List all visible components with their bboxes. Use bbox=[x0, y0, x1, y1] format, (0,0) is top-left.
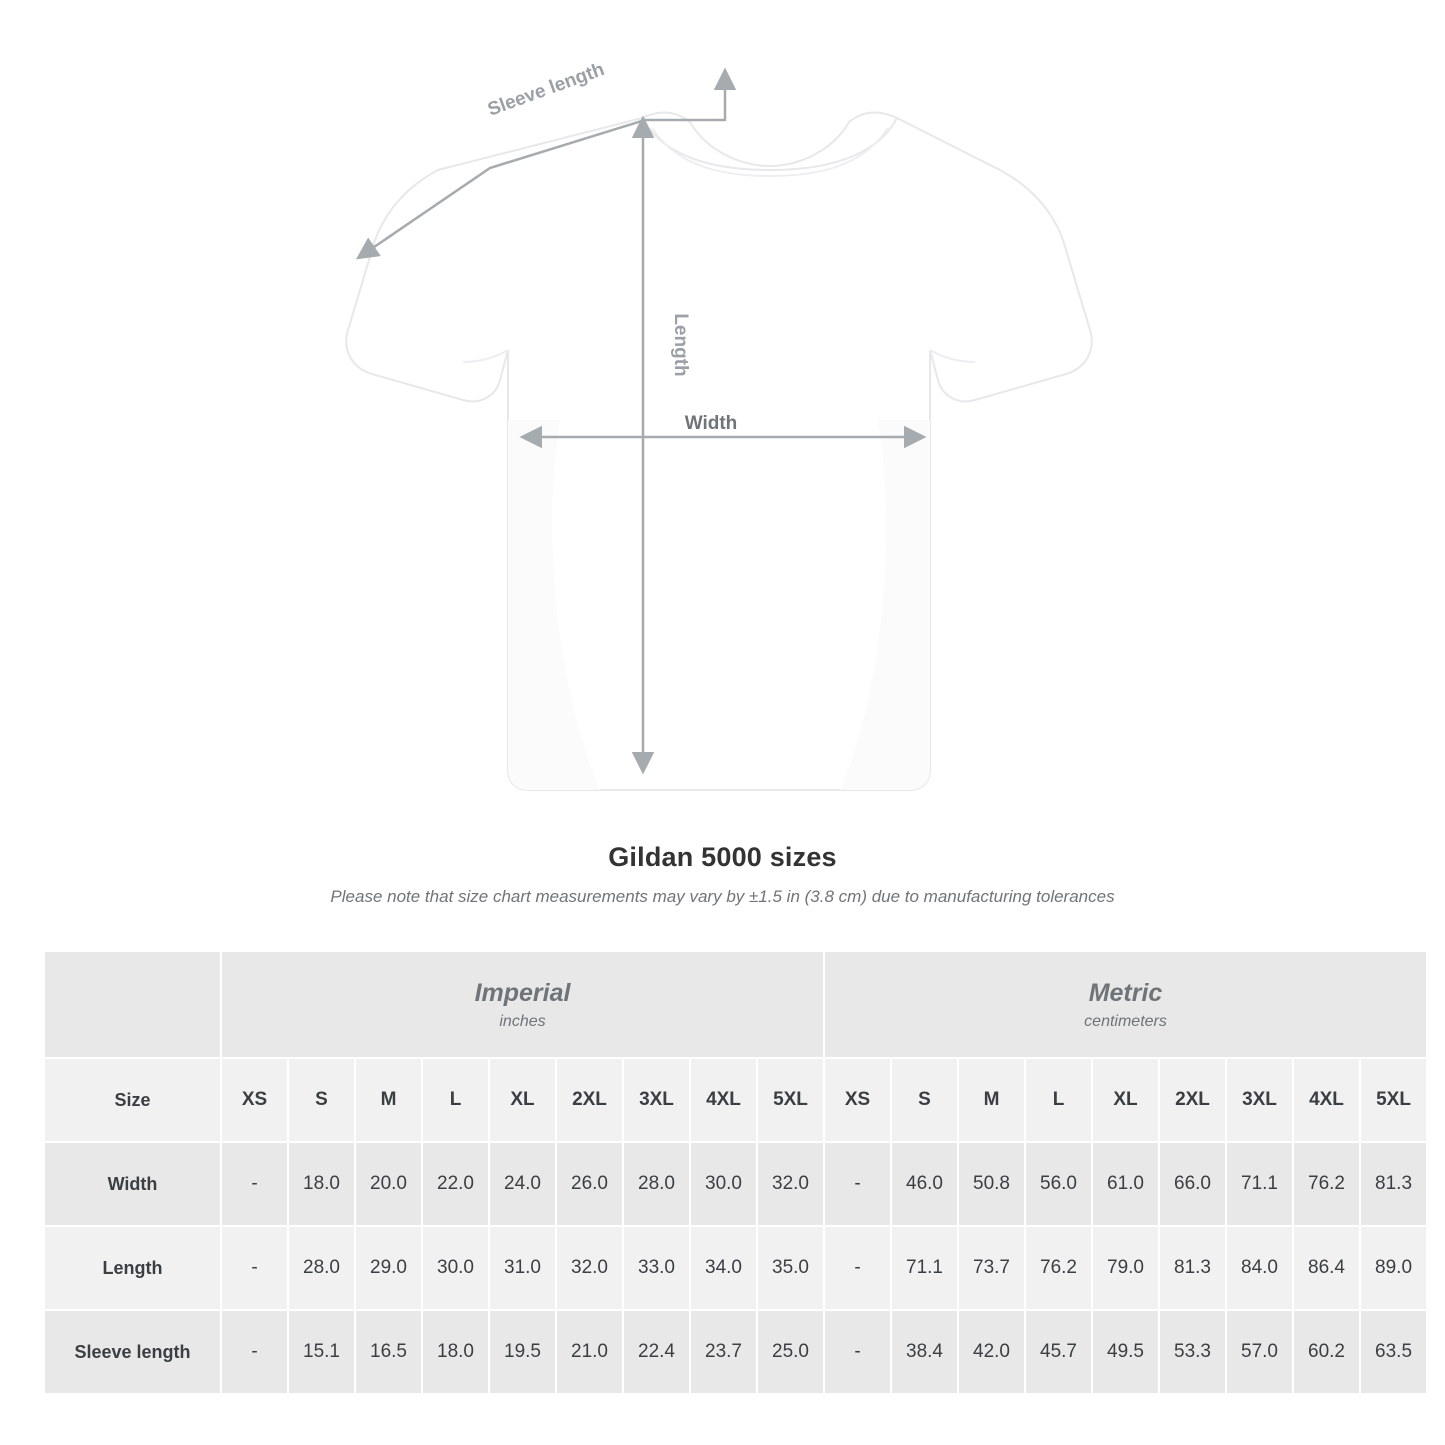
table-row bbox=[44, 1142, 1427, 1226]
row-header-size: Size bbox=[44, 1058, 221, 1142]
cell-width-metric-xl: 61.0 bbox=[1092, 1142, 1159, 1226]
cell-sleeve-metric-xs: - bbox=[824, 1310, 891, 1394]
cell-length-metric-3xl: 84.0 bbox=[1226, 1226, 1293, 1310]
size-header-imperial-5xl: 5XL bbox=[757, 1058, 824, 1142]
size-header-metric-s: S bbox=[891, 1058, 958, 1142]
cell-sleeve-imperial-4xl: 23.7 bbox=[690, 1310, 757, 1394]
width-label: Width bbox=[684, 413, 738, 434]
cell-sleeve-imperial-2xl: 21.0 bbox=[556, 1310, 623, 1394]
cell-width-imperial-xl: 24.0 bbox=[489, 1142, 556, 1226]
title-block bbox=[0, 842, 1445, 907]
unit-name-metric: Metric bbox=[1088, 979, 1163, 1007]
cell-width-imperial-5xl: 32.0 bbox=[757, 1142, 824, 1226]
size-header-metric-xs: XS bbox=[824, 1058, 891, 1142]
row-label-width: Width bbox=[44, 1142, 221, 1226]
cell-length-imperial-xs: - bbox=[221, 1226, 288, 1310]
cell-length-metric-xl: 79.0 bbox=[1092, 1226, 1159, 1310]
size-header-row bbox=[44, 1058, 1427, 1142]
tshirt-shape bbox=[346, 113, 1091, 791]
row-label-length: Length bbox=[44, 1226, 221, 1310]
unit-sub-imperial: inches bbox=[499, 1013, 546, 1030]
cell-sleeve-imperial-l: 18.0 bbox=[422, 1310, 489, 1394]
cell-sleeve-metric-xl: 49.5 bbox=[1092, 1310, 1159, 1394]
cell-sleeve-imperial-s: 15.1 bbox=[288, 1310, 355, 1394]
size-header-imperial-3xl: 3XL bbox=[623, 1058, 690, 1142]
size-header-imperial-m: M bbox=[355, 1058, 422, 1142]
length-label: Length bbox=[670, 313, 691, 377]
cell-width-imperial-m: 20.0 bbox=[355, 1142, 422, 1226]
cell-length-imperial-5xl: 35.0 bbox=[757, 1226, 824, 1310]
cell-length-imperial-3xl: 33.0 bbox=[623, 1226, 690, 1310]
cell-width-imperial-xs: - bbox=[221, 1142, 288, 1226]
unit-header-row bbox=[44, 951, 1427, 1058]
size-chart-table bbox=[43, 950, 1428, 1395]
cell-length-metric-4xl: 86.4 bbox=[1293, 1226, 1360, 1310]
size-header-imperial-s: S bbox=[288, 1058, 355, 1142]
cell-width-imperial-2xl: 26.0 bbox=[556, 1142, 623, 1226]
cell-width-metric-4xl: 76.2 bbox=[1293, 1142, 1360, 1226]
cell-length-imperial-xl: 31.0 bbox=[489, 1226, 556, 1310]
cell-length-metric-s: 71.1 bbox=[891, 1226, 958, 1310]
cell-sleeve-metric-s: 38.4 bbox=[891, 1310, 958, 1394]
cell-length-metric-xs: - bbox=[824, 1226, 891, 1310]
unit-sub-metric: centimeters bbox=[1084, 1013, 1167, 1030]
cell-sleeve-imperial-xl: 19.5 bbox=[489, 1310, 556, 1394]
cell-width-imperial-l: 22.0 bbox=[422, 1142, 489, 1226]
sleeve-length-label: Sleeve length bbox=[484, 59, 608, 121]
cell-sleeve-metric-5xl: 63.5 bbox=[1360, 1310, 1427, 1394]
cell-length-imperial-4xl: 34.0 bbox=[690, 1226, 757, 1310]
cell-sleeve-imperial-3xl: 22.4 bbox=[623, 1310, 690, 1394]
cell-length-metric-5xl: 89.0 bbox=[1360, 1226, 1427, 1310]
cell-width-metric-s: 46.0 bbox=[891, 1142, 958, 1226]
cell-length-metric-l: 76.2 bbox=[1025, 1226, 1092, 1310]
cell-sleeve-imperial-xs: - bbox=[221, 1310, 288, 1394]
cell-width-metric-l: 56.0 bbox=[1025, 1142, 1092, 1226]
size-header-metric-5xl: 5XL bbox=[1360, 1058, 1427, 1142]
cell-length-imperial-l: 30.0 bbox=[422, 1226, 489, 1310]
size-header-metric-3xl: 3XL bbox=[1226, 1058, 1293, 1142]
unit-header-spacer bbox=[44, 951, 221, 1058]
cell-sleeve-metric-3xl: 57.0 bbox=[1226, 1310, 1293, 1394]
cell-width-imperial-4xl: 30.0 bbox=[690, 1142, 757, 1226]
cell-sleeve-imperial-m: 16.5 bbox=[355, 1310, 422, 1394]
size-header-imperial-xs: XS bbox=[221, 1058, 288, 1142]
cell-length-imperial-m: 29.0 bbox=[355, 1226, 422, 1310]
unit-header-metric bbox=[824, 951, 1427, 1058]
cell-width-imperial-3xl: 28.0 bbox=[623, 1142, 690, 1226]
cell-sleeve-imperial-5xl: 25.0 bbox=[757, 1310, 824, 1394]
size-header-metric-xl: XL bbox=[1092, 1058, 1159, 1142]
cell-sleeve-metric-4xl: 60.2 bbox=[1293, 1310, 1360, 1394]
page-title: Gildan 5000 sizes bbox=[608, 842, 837, 872]
size-header-metric-2xl: 2XL bbox=[1159, 1058, 1226, 1142]
cell-width-metric-xs: - bbox=[824, 1142, 891, 1226]
cell-width-metric-3xl: 71.1 bbox=[1226, 1142, 1293, 1226]
cell-width-metric-2xl: 66.0 bbox=[1159, 1142, 1226, 1226]
unit-name-imperial: Imperial bbox=[474, 979, 571, 1007]
cell-width-imperial-s: 18.0 bbox=[288, 1142, 355, 1226]
cell-length-imperial-2xl: 32.0 bbox=[556, 1226, 623, 1310]
cell-sleeve-metric-2xl: 53.3 bbox=[1159, 1310, 1226, 1394]
size-header-metric-l: L bbox=[1025, 1058, 1092, 1142]
size-header-metric-m: M bbox=[958, 1058, 1025, 1142]
size-header-metric-4xl: 4XL bbox=[1293, 1058, 1360, 1142]
size-header-imperial-4xl: 4XL bbox=[690, 1058, 757, 1142]
cell-length-metric-m: 73.7 bbox=[958, 1226, 1025, 1310]
cell-width-metric-5xl: 81.3 bbox=[1360, 1142, 1427, 1226]
unit-header-imperial bbox=[221, 951, 824, 1058]
row-label-sleeve-length: Sleeve length bbox=[44, 1310, 221, 1394]
cell-sleeve-metric-m: 42.0 bbox=[958, 1310, 1025, 1394]
measurement-note: Please note that size chart measurements may vary by ±1.5 in (3.8 cm) due to manufacturing tolerances bbox=[330, 887, 1115, 906]
cell-length-imperial-s: 28.0 bbox=[288, 1226, 355, 1310]
table-row bbox=[44, 1226, 1427, 1310]
size-header-imperial-l: L bbox=[422, 1058, 489, 1142]
cell-width-metric-m: 50.8 bbox=[958, 1142, 1025, 1226]
size-header-imperial-2xl: 2XL bbox=[556, 1058, 623, 1142]
size-header-imperial-xl: XL bbox=[489, 1058, 556, 1142]
cell-length-metric-2xl: 81.3 bbox=[1159, 1226, 1226, 1310]
table-row bbox=[44, 1310, 1427, 1394]
cell-sleeve-metric-l: 45.7 bbox=[1025, 1310, 1092, 1394]
